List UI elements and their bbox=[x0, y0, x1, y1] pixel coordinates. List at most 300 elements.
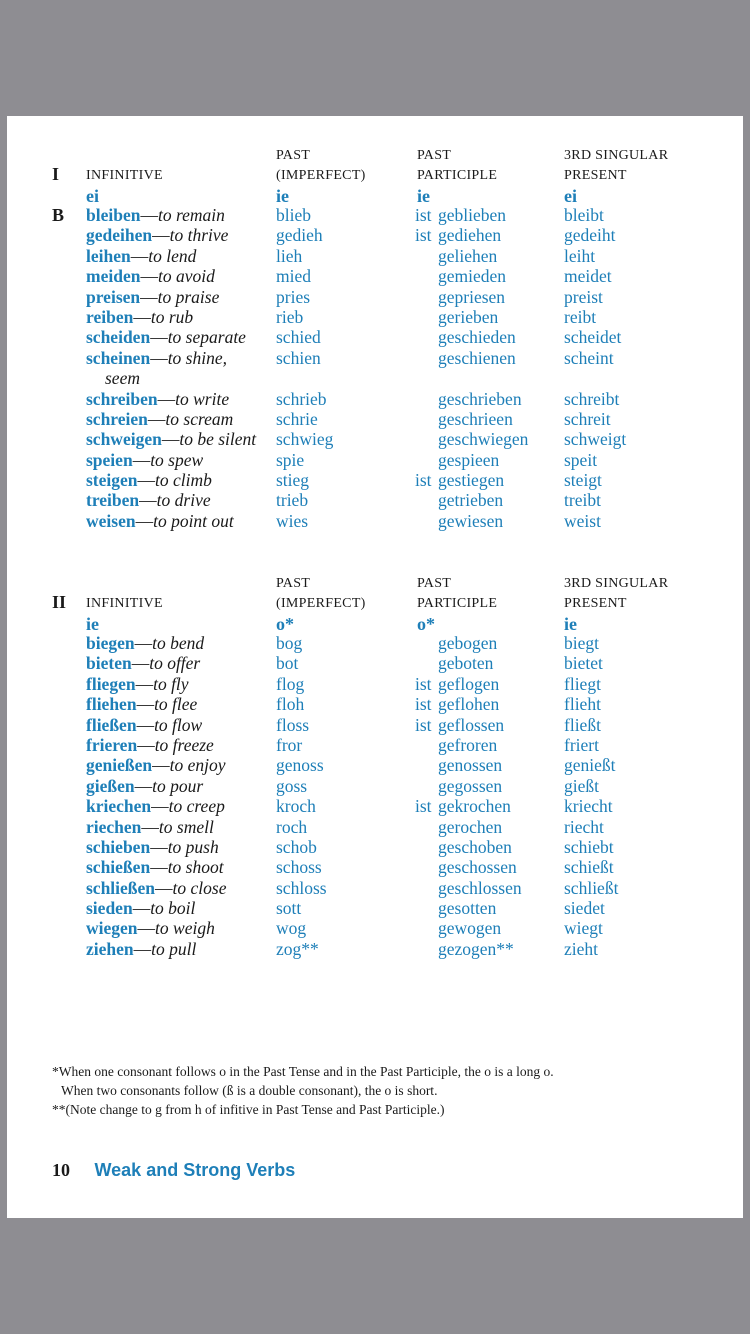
em-dash: — bbox=[135, 510, 154, 531]
translation-text: to smell bbox=[158, 816, 214, 837]
past-participle-cell bbox=[415, 817, 502, 837]
verb-row bbox=[7, 246, 743, 266]
verb-row bbox=[7, 776, 743, 796]
past-participle-cell bbox=[415, 898, 496, 918]
participle-text: gekrochen bbox=[438, 796, 511, 817]
em-dash: — bbox=[157, 388, 176, 409]
footnotes bbox=[52, 1062, 692, 1119]
past-participle-cell bbox=[415, 878, 522, 898]
infinitive-cell bbox=[86, 878, 227, 898]
present-cell: riecht bbox=[564, 816, 604, 837]
translation-text: to push bbox=[167, 836, 219, 857]
translation-text: to drive bbox=[156, 490, 211, 511]
past-cell: zog** bbox=[276, 938, 319, 959]
past-participle-cell bbox=[415, 287, 505, 307]
present-cell: gedeiht bbox=[564, 225, 616, 246]
verb-row bbox=[7, 225, 743, 245]
translation-text: to boil bbox=[150, 898, 196, 919]
verb-row bbox=[7, 796, 743, 816]
verb-row-continued bbox=[7, 368, 743, 388]
infinitive-text: scheiden bbox=[86, 327, 151, 348]
present-cell: genießt bbox=[564, 755, 616, 776]
present-cell: biegt bbox=[564, 633, 599, 653]
past-participle-cell bbox=[415, 939, 514, 959]
past-participle-cell bbox=[415, 348, 516, 368]
infinitive-header: INFINITIVE bbox=[86, 596, 163, 611]
verb-row bbox=[7, 287, 743, 307]
translation-text: to bend bbox=[152, 633, 205, 653]
past-cell: genoss bbox=[276, 755, 324, 776]
em-dash: — bbox=[140, 286, 158, 307]
present-cell: fliegt bbox=[564, 673, 601, 694]
infinitive-text: bieten bbox=[86, 653, 132, 674]
em-dash: — bbox=[133, 306, 151, 327]
pres-vowel: ei bbox=[564, 186, 577, 206]
translation-text: to shine, bbox=[167, 347, 227, 368]
past-header-line2: (IMPERFECT) bbox=[276, 168, 366, 183]
infinitive-text: wiegen bbox=[86, 918, 138, 939]
page-footer bbox=[52, 1160, 295, 1181]
past-cell: schien bbox=[276, 347, 321, 368]
past-participle-cell bbox=[415, 490, 503, 510]
verb-row bbox=[7, 939, 743, 959]
participle-text: geliehen bbox=[438, 245, 498, 266]
verb-row bbox=[7, 348, 743, 368]
present-cell: bietet bbox=[564, 653, 603, 674]
participle-text: geschienen bbox=[438, 347, 516, 368]
infinitive-cell bbox=[86, 633, 204, 653]
pres-header-line2: PRESENT bbox=[564, 596, 627, 611]
participle-text: gewogen bbox=[438, 918, 502, 939]
infinitive-cell bbox=[86, 511, 234, 531]
past-cell: gedieh bbox=[276, 225, 323, 246]
past-participle-cell bbox=[415, 429, 528, 449]
participle-text: gezogen** bbox=[438, 938, 514, 959]
translation-text: to pour bbox=[152, 775, 204, 796]
past-participle-cell bbox=[415, 225, 501, 245]
past-participle-cell bbox=[415, 266, 506, 286]
pp-header-line1: PAST bbox=[417, 576, 452, 591]
em-dash: — bbox=[150, 327, 168, 348]
present-cell: treibt bbox=[564, 490, 601, 511]
present-cell: scheint bbox=[564, 347, 614, 368]
infinitive-cell bbox=[86, 817, 214, 837]
participle-text: geschrieben bbox=[438, 388, 522, 409]
verb-row bbox=[7, 470, 743, 490]
past-cell: bog bbox=[276, 633, 303, 653]
participle-text: gewiesen bbox=[438, 510, 504, 531]
infinitive-text: schießen bbox=[86, 857, 151, 878]
participle-text: gediehen bbox=[438, 225, 502, 246]
participle-text: gestiegen bbox=[438, 470, 505, 491]
verb-row bbox=[7, 307, 743, 327]
pres-header-line2: PRESENT bbox=[564, 168, 627, 183]
infinitive-text: riechen bbox=[86, 816, 142, 837]
translation-text: to creep bbox=[168, 796, 225, 817]
infinitive-text: gießen bbox=[86, 775, 135, 796]
past-cell: schloss bbox=[276, 877, 327, 898]
past-participle-cell bbox=[415, 246, 497, 266]
em-dash: — bbox=[147, 408, 166, 429]
present-cell: reibt bbox=[564, 306, 597, 327]
participle-text: geflogen bbox=[438, 673, 500, 694]
translation-text: to avoid bbox=[157, 266, 215, 287]
infinitive-text: scheinen bbox=[86, 347, 151, 368]
past-cell: schied bbox=[276, 327, 321, 348]
auxiliary-ist: ist bbox=[415, 225, 432, 246]
verb-row bbox=[7, 266, 743, 286]
infinitive-text: preisen bbox=[86, 286, 141, 307]
past-participle-cell bbox=[415, 653, 493, 673]
translation-text: to fly bbox=[153, 673, 189, 694]
past-cell: schob bbox=[276, 836, 317, 857]
translation-text: to scream bbox=[165, 408, 234, 429]
infinitive-text: fließen bbox=[86, 714, 137, 735]
chapter-title: Weak and Strong Verbs bbox=[94, 1160, 296, 1180]
past-cell: schwieg bbox=[276, 429, 334, 450]
verb-row bbox=[7, 715, 743, 735]
pres-header-line1: 3RD SINGULAR bbox=[564, 576, 669, 591]
infinitive-cell bbox=[86, 776, 203, 796]
section-roman-numeral: II bbox=[52, 592, 67, 612]
infinitive-text: reiben bbox=[86, 306, 134, 327]
verb-row bbox=[7, 653, 743, 673]
em-dash: — bbox=[140, 266, 158, 287]
participle-text: geschossen bbox=[438, 857, 517, 878]
past-cell: goss bbox=[276, 775, 308, 796]
infinitive-text: schweigen bbox=[86, 429, 162, 450]
infinitive-vowel: ie bbox=[86, 614, 99, 634]
em-dash: — bbox=[161, 429, 180, 450]
translation-text: to spew bbox=[150, 449, 204, 470]
past-cell: lieh bbox=[276, 245, 303, 266]
verb-row bbox=[7, 633, 743, 653]
em-dash: — bbox=[141, 816, 159, 837]
infinitive-cell bbox=[86, 266, 215, 286]
infinitive-vowel: ei bbox=[86, 186, 99, 206]
past-participle-cell bbox=[415, 715, 504, 735]
infinitive-text: speien bbox=[86, 449, 133, 470]
pp-header-line1: PAST bbox=[417, 148, 452, 163]
em-dash: — bbox=[135, 673, 154, 694]
infinitive-text: fliehen bbox=[86, 694, 137, 715]
translation-text: to remain bbox=[157, 205, 225, 225]
participle-text: geschwiegen bbox=[438, 429, 529, 450]
participle-text: geschieden bbox=[438, 327, 516, 348]
translation-text: to flee bbox=[154, 694, 198, 715]
verb-row bbox=[7, 450, 743, 470]
past-cell: trieb bbox=[276, 490, 309, 511]
past-cell: flog bbox=[276, 673, 305, 694]
participle-text: geschlossen bbox=[438, 877, 522, 898]
pp-header-line2: PARTICIPLE bbox=[417, 168, 498, 183]
past-cell: pries bbox=[276, 286, 311, 307]
infinitive-header: INFINITIVE bbox=[86, 168, 163, 183]
verb-row bbox=[7, 409, 743, 429]
present-cell: fließt bbox=[564, 714, 601, 735]
verb-row bbox=[7, 878, 743, 898]
verb-row bbox=[7, 389, 743, 409]
past-cell: schoss bbox=[276, 857, 322, 878]
infinitive-cell bbox=[86, 409, 233, 429]
infinitive-text: steigen bbox=[86, 470, 138, 491]
infinitive-cell bbox=[86, 918, 215, 938]
past-header-line1: PAST bbox=[276, 148, 311, 163]
past-cell: wog bbox=[276, 918, 307, 939]
translation-text: to flow bbox=[154, 714, 203, 735]
participle-text: gesotten bbox=[438, 898, 497, 919]
auxiliary-ist: ist bbox=[415, 470, 432, 491]
participle-text: genossen bbox=[438, 755, 503, 776]
past-cell: rieb bbox=[276, 306, 304, 327]
past-participle-cell bbox=[415, 409, 513, 429]
translation-text: to close bbox=[172, 877, 227, 898]
em-dash: — bbox=[132, 449, 151, 470]
book-page bbox=[7, 116, 743, 1218]
em-dash: — bbox=[155, 877, 173, 898]
infinitive-cell bbox=[86, 796, 225, 816]
infinitive-cell bbox=[86, 246, 196, 266]
present-cell: friert bbox=[564, 734, 599, 755]
infinitive-cell bbox=[86, 327, 246, 347]
pp-header-line2: PARTICIPLE bbox=[417, 596, 498, 611]
past-participle-cell bbox=[415, 755, 502, 775]
infinitive-cell bbox=[86, 287, 219, 307]
infinitive-text: leihen bbox=[86, 245, 131, 266]
past-cell: schrie bbox=[276, 408, 318, 429]
infinitive-text: schreiben bbox=[86, 388, 158, 409]
translation-text: to freeze bbox=[154, 734, 214, 755]
past-participle-cell bbox=[415, 837, 512, 857]
past-participle-cell bbox=[415, 327, 516, 347]
present-cell: leiht bbox=[564, 245, 596, 266]
infinitive-text: genießen bbox=[86, 755, 153, 776]
verb-row bbox=[7, 429, 743, 449]
em-dash: — bbox=[134, 633, 153, 653]
em-dash: — bbox=[152, 225, 170, 246]
verb-row bbox=[7, 694, 743, 714]
em-dash: — bbox=[133, 938, 152, 959]
infinitive-cell bbox=[86, 857, 224, 877]
em-dash: — bbox=[134, 775, 153, 796]
verb-row bbox=[7, 817, 743, 837]
section-roman-numeral: I bbox=[52, 164, 60, 184]
verb-list bbox=[7, 633, 743, 959]
past-participle-cell bbox=[415, 735, 497, 755]
present-cell: weist bbox=[564, 510, 601, 531]
translation-continued: seem bbox=[105, 368, 140, 389]
past-participle-cell bbox=[415, 796, 511, 816]
infinitive-cell bbox=[86, 490, 211, 510]
past-participle-cell bbox=[415, 511, 503, 531]
participle-text: geblieben bbox=[438, 205, 507, 225]
infinitive-cell bbox=[86, 939, 196, 959]
participle-text: geschoben bbox=[438, 836, 512, 857]
verb-row bbox=[7, 490, 743, 510]
infinitive-cell bbox=[86, 389, 229, 409]
participle-text: gerieben bbox=[438, 306, 499, 327]
present-cell: zieht bbox=[564, 938, 599, 959]
participle-text: geflossen bbox=[438, 714, 505, 735]
em-dash: — bbox=[152, 755, 170, 776]
verb-row bbox=[7, 898, 743, 918]
translation-text: to weigh bbox=[155, 918, 215, 939]
past-vowel: o* bbox=[276, 614, 294, 634]
verb-row bbox=[7, 327, 743, 347]
infinitive-cell bbox=[86, 205, 225, 225]
translation-text: to be silent bbox=[179, 429, 257, 450]
infinitive-cell bbox=[86, 837, 219, 857]
em-dash: — bbox=[150, 347, 168, 368]
present-cell: preist bbox=[564, 286, 603, 307]
past-participle-cell bbox=[415, 776, 502, 796]
infinitive-cell bbox=[86, 470, 212, 490]
em-dash: — bbox=[136, 694, 155, 715]
verb-row bbox=[7, 674, 743, 694]
infinitive-text: fliegen bbox=[86, 673, 136, 694]
em-dash: — bbox=[136, 714, 155, 735]
footnote-1-continued: When two consonants follow (ß is a double consonant), the o is short. bbox=[61, 1083, 438, 1098]
infinitive-cell bbox=[86, 653, 200, 673]
infinitive-text: meiden bbox=[86, 266, 141, 287]
infinitive-cell bbox=[86, 450, 203, 470]
participle-text: geflohen bbox=[438, 694, 500, 715]
translation-text: to shoot bbox=[167, 857, 224, 878]
present-cell: kriecht bbox=[564, 796, 613, 817]
em-dash: — bbox=[150, 836, 168, 857]
pp-vowel: o* bbox=[417, 614, 435, 634]
past-participle-cell bbox=[415, 694, 499, 714]
present-cell: wiegt bbox=[564, 918, 603, 939]
infinitive-text: frieren bbox=[86, 734, 138, 755]
past-cell: roch bbox=[276, 816, 308, 837]
translation-text: to offer bbox=[149, 653, 201, 674]
em-dash: — bbox=[139, 490, 157, 511]
verb-list bbox=[7, 205, 743, 531]
present-cell: schreibt bbox=[564, 388, 620, 409]
verb-row bbox=[7, 735, 743, 755]
auxiliary-ist: ist bbox=[415, 796, 432, 817]
em-dash: — bbox=[151, 796, 169, 817]
participle-text: gerochen bbox=[438, 816, 503, 837]
past-cell: spie bbox=[276, 449, 305, 470]
past-participle-cell bbox=[415, 857, 517, 877]
past-vowel: ie bbox=[276, 186, 289, 206]
infinitive-cell bbox=[86, 674, 189, 694]
infinitive-cell bbox=[86, 898, 195, 918]
em-dash: — bbox=[137, 734, 155, 755]
participle-text: gepriesen bbox=[438, 286, 506, 307]
auxiliary-ist: ist bbox=[415, 694, 432, 715]
verb-row bbox=[7, 511, 743, 531]
infinitive-text: schreien bbox=[86, 408, 148, 429]
infinitive-cell bbox=[86, 735, 214, 755]
past-participle-cell bbox=[415, 389, 522, 409]
infinitive-cell bbox=[86, 694, 197, 714]
present-cell: flieht bbox=[564, 694, 601, 715]
infinitive-cell bbox=[86, 715, 202, 735]
infinitive-text: weisen bbox=[86, 510, 136, 531]
footnote-2: **(Note change to g from h of infitive in Past Tense and Past Participle.) bbox=[52, 1102, 445, 1117]
present-cell: steigt bbox=[564, 470, 602, 491]
footnote-1: *When one consonant follows o in the Past Tense and in the Past Participle, the o is a long o. bbox=[52, 1064, 554, 1079]
past-cell: wies bbox=[276, 510, 309, 531]
em-dash: — bbox=[140, 205, 158, 225]
translation-text: to praise bbox=[157, 286, 220, 307]
participle-text: gemieden bbox=[438, 266, 507, 287]
infinitive-text: biegen bbox=[86, 633, 135, 653]
em-dash: — bbox=[131, 653, 150, 674]
past-cell: stieg bbox=[276, 470, 310, 491]
present-cell: gießt bbox=[564, 775, 599, 796]
infinitive-text: kriechen bbox=[86, 796, 152, 817]
participle-text: geschrieen bbox=[438, 408, 513, 429]
past-participle-cell bbox=[415, 918, 501, 938]
participle-text: gespieen bbox=[438, 449, 500, 470]
past-cell: blieb bbox=[276, 205, 311, 225]
past-cell: fror bbox=[276, 734, 303, 755]
translation-text: to enjoy bbox=[169, 755, 226, 776]
em-dash: — bbox=[130, 245, 149, 266]
present-cell: meidet bbox=[564, 266, 612, 287]
infinitive-cell bbox=[86, 225, 228, 245]
past-participle-cell bbox=[415, 633, 497, 653]
infinitive-text: treiben bbox=[86, 490, 140, 511]
infinitive-cell bbox=[86, 755, 226, 775]
present-cell: scheidet bbox=[564, 327, 622, 348]
present-cell: bleibt bbox=[564, 205, 604, 225]
infinitive-text: ziehen bbox=[86, 938, 134, 959]
past-cell: bot bbox=[276, 653, 299, 674]
past-cell: floss bbox=[276, 714, 310, 735]
past-cell: schrieb bbox=[276, 388, 327, 409]
verb-row bbox=[7, 857, 743, 877]
auxiliary-ist: ist bbox=[415, 205, 432, 225]
present-cell: schweigt bbox=[564, 429, 627, 450]
auxiliary-ist: ist bbox=[415, 714, 432, 735]
present-cell: schießt bbox=[564, 857, 614, 878]
verb-row bbox=[7, 837, 743, 857]
em-dash: — bbox=[132, 898, 151, 919]
infinitive-text: gedeihen bbox=[86, 225, 153, 246]
em-dash: — bbox=[137, 918, 156, 939]
infinitive-cell bbox=[86, 348, 227, 368]
translation-text: to separate bbox=[167, 327, 246, 348]
translation-text: to write bbox=[175, 388, 230, 409]
past-header-line2: (IMPERFECT) bbox=[276, 596, 366, 611]
infinitive-cell bbox=[86, 429, 256, 449]
pres-header-line1: 3RD SINGULAR bbox=[564, 148, 669, 163]
em-dash: — bbox=[150, 857, 168, 878]
translation-text: to pull bbox=[151, 938, 197, 959]
participle-text: geboten bbox=[438, 653, 494, 674]
translation-text: to rub bbox=[150, 306, 194, 327]
em-dash: — bbox=[137, 470, 156, 491]
auxiliary-ist: ist bbox=[415, 673, 432, 694]
past-cell: mied bbox=[276, 266, 311, 287]
infinitive-text: bleiben bbox=[86, 205, 141, 225]
past-cell: sott bbox=[276, 898, 302, 919]
past-participle-cell bbox=[415, 205, 506, 225]
group-label: B bbox=[52, 205, 65, 225]
pp-vowel: ie bbox=[417, 186, 430, 206]
participle-text: gebogen bbox=[438, 633, 498, 653]
verb-row bbox=[7, 205, 743, 225]
present-cell: schiebt bbox=[564, 836, 614, 857]
translation-text: to thrive bbox=[169, 225, 229, 246]
past-participle-cell bbox=[415, 307, 498, 327]
page-number: 10 bbox=[52, 1160, 70, 1180]
